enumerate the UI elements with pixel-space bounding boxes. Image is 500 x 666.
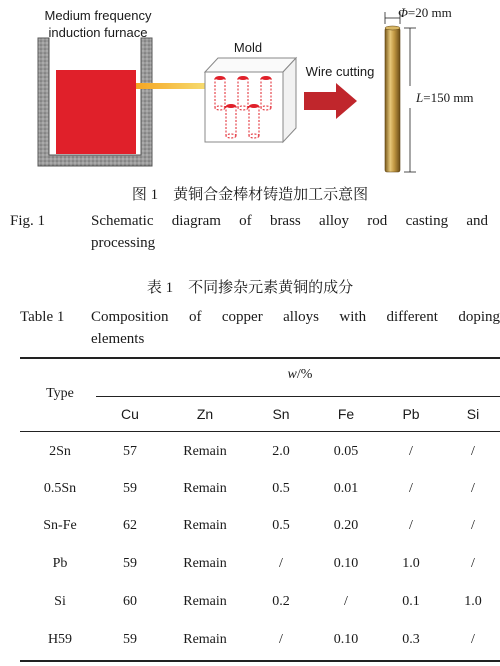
- table-cell: /: [471, 444, 475, 459]
- table-cell: /: [409, 444, 413, 459]
- table-cell: 0.10: [333, 556, 359, 571]
- wire-cutting-arrow-icon: [304, 83, 357, 119]
- table-cell: Remain: [183, 444, 227, 459]
- table-cell: 0.1: [402, 594, 420, 609]
- table-cell: 0.20: [333, 518, 359, 533]
- type-header: Type: [46, 386, 74, 401]
- column-header-zn: Zn: [196, 406, 214, 422]
- column-header-si: Si: [466, 406, 480, 422]
- diameter-label: Φ=20 mm: [398, 5, 452, 20]
- table-cell: 0.5: [272, 481, 290, 496]
- table-cell: 0.01: [333, 481, 359, 496]
- table-cell: /: [409, 518, 413, 533]
- row-type-cell: H59: [47, 632, 73, 647]
- brass-rod: [385, 28, 400, 172]
- table-cell: 62: [123, 518, 137, 533]
- row-type-cell: Sn-Fe: [43, 518, 77, 533]
- column-header-fe: Fe: [337, 406, 355, 422]
- table-cell: 57: [123, 444, 137, 459]
- table-cell: 59: [123, 632, 137, 647]
- mass-fraction-unit: /%: [296, 367, 313, 382]
- row-type-cell: 0.5Sn: [43, 481, 77, 496]
- table-top-rule: [20, 357, 500, 359]
- length-dimension: [404, 28, 416, 172]
- table-cell: /: [344, 594, 348, 609]
- table-cell: 0.5: [272, 518, 290, 533]
- row-type-cell: 2Sn: [49, 444, 71, 459]
- mold-box: [205, 58, 296, 142]
- table-cell: 0.10: [333, 632, 359, 647]
- table-cell: /: [279, 556, 283, 571]
- figure-caption-label: Fig. 1: [10, 213, 46, 229]
- figure-caption-line2: processing: [91, 235, 156, 251]
- molten-metal: [56, 70, 136, 154]
- furnace-label-line2: induction furnace: [48, 25, 148, 40]
- table-cell: /: [279, 632, 283, 647]
- table-caption-line2: elements: [91, 331, 145, 347]
- table-cell: 0.05: [333, 444, 359, 459]
- wire-cutting-label: Wire cutting: [305, 64, 375, 79]
- table-cell: 0.3: [402, 632, 420, 647]
- table-cell: /: [471, 481, 475, 496]
- table-cell: 1.0: [402, 556, 420, 571]
- table-caption-line1: Composition of copper alloys with different doping: [91, 309, 500, 325]
- table-cell: Remain: [183, 556, 227, 571]
- table-cell: /: [409, 481, 413, 496]
- column-header-pb: Pb: [402, 406, 420, 422]
- row-type-cell: Si: [54, 594, 66, 609]
- mass-fraction-symbol: w: [287, 367, 297, 382]
- table-group-rule: [96, 396, 500, 397]
- table-caption-english: [20, 306, 500, 350]
- table-caption-label: Table 1: [20, 309, 65, 325]
- figure-caption-line1: Schematic diagram of brass alloy rod casting and: [91, 213, 488, 229]
- row-type-cell: Pb: [52, 556, 68, 571]
- table-cell: 0.2: [272, 594, 290, 609]
- pouring-stream: [136, 83, 216, 89]
- table-cell: 60: [123, 594, 137, 609]
- table-header-rule: [20, 431, 500, 432]
- table-bottom-rule: [20, 660, 500, 662]
- table-cell: Remain: [183, 594, 227, 609]
- table-cell: 59: [123, 556, 137, 571]
- table-cell: 2.0: [272, 444, 290, 459]
- furnace-label-line1: Medium frequency: [44, 8, 152, 23]
- table-cell: /: [471, 632, 475, 647]
- column-header-sn: Sn: [272, 406, 290, 422]
- table-cell: /: [471, 518, 475, 533]
- table-cell: 59: [123, 481, 137, 496]
- table-caption-chinese: 表 1 不同掺杂元素黄铜的成分: [146, 280, 354, 296]
- table-cell: 1.0: [464, 594, 482, 609]
- table-cell: Remain: [183, 481, 227, 496]
- column-header-cu: Cu: [121, 406, 139, 422]
- length-label: L=150 mm: [416, 90, 474, 105]
- table-cell: Remain: [183, 518, 227, 533]
- figure-caption-english: [10, 210, 488, 254]
- mass-fraction-header: [288, 367, 313, 383]
- table-cell: /: [471, 556, 475, 571]
- casting-process-figure: [0, 0, 500, 178]
- mold-label: Mold: [233, 40, 263, 55]
- figure-caption-chinese: 图 1 黄铜合金棒材铸造加工示意图: [131, 187, 369, 203]
- table-cell: Remain: [183, 632, 227, 647]
- induction-furnace: [38, 38, 152, 166]
